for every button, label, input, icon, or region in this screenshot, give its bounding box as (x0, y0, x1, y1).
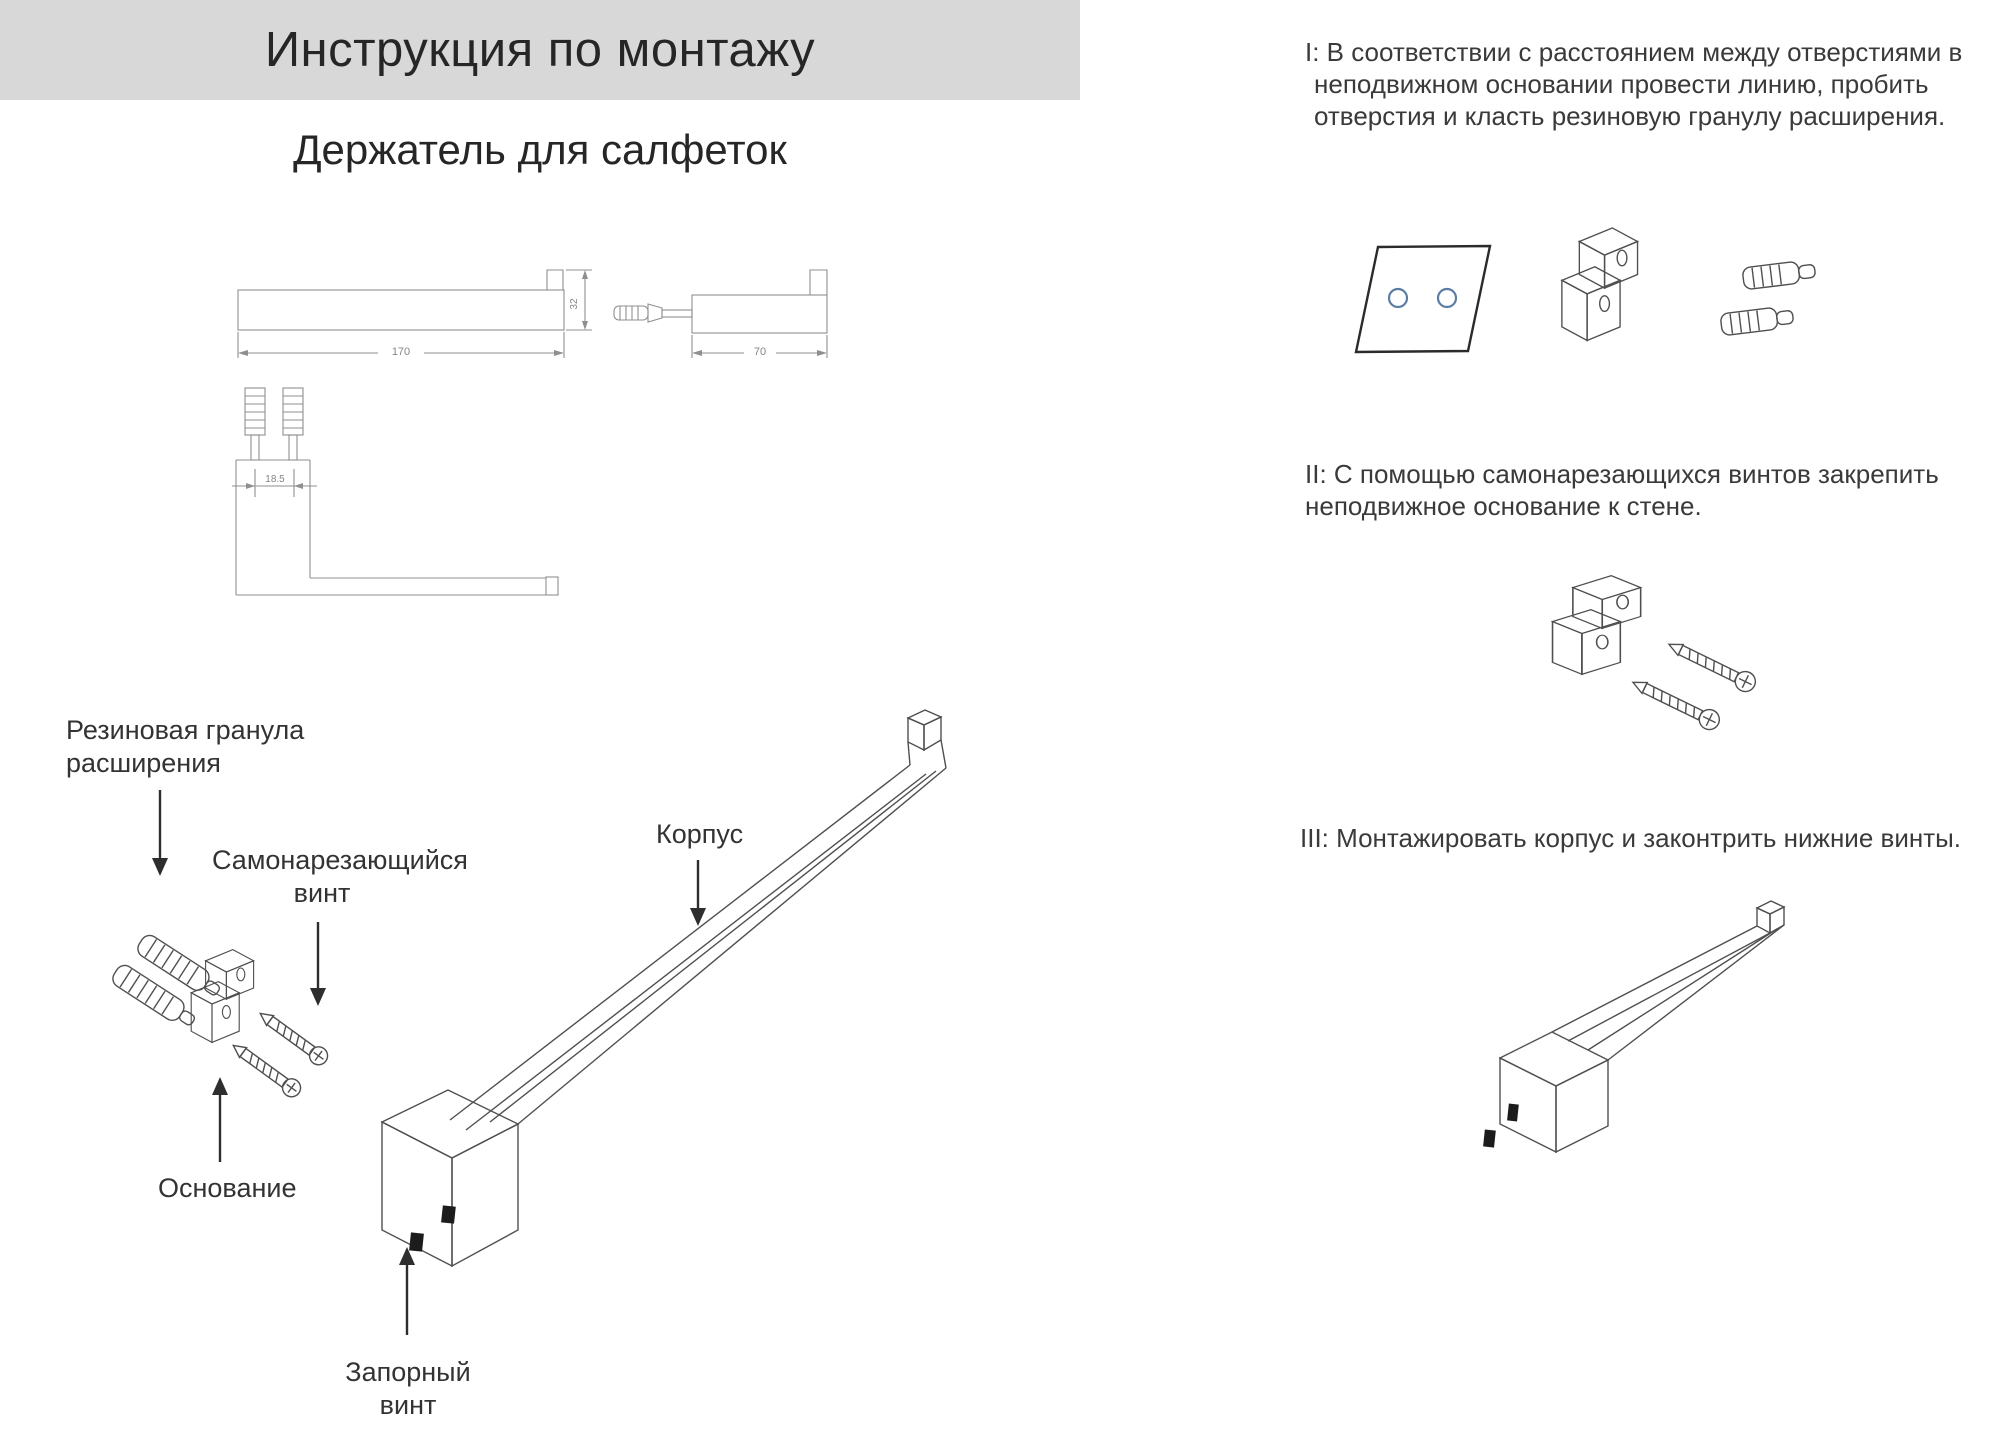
screw-icon (228, 1038, 304, 1100)
exploded-assembly-diagram (80, 690, 960, 1390)
wall-anchor-icon (283, 388, 303, 460)
set-screw-icon (409, 1232, 424, 1251)
label-body: Корпус (656, 819, 744, 849)
label-base: Основание (158, 1173, 297, 1203)
step-2-text: II: С помощью самонарезающихся винтов закрепить неподвижное основание к стене. (1305, 459, 1939, 521)
holder-body-drawing (382, 710, 946, 1266)
up-arrow-icon (212, 1077, 228, 1162)
label-set-screw: Запорный винт (345, 1357, 471, 1420)
down-arrow-icon (152, 790, 168, 876)
hole-spacing-dimension (232, 469, 317, 497)
front-view-diagram (220, 258, 620, 373)
wall-anchor-icon (1742, 259, 1816, 290)
marked-wall-plate (1356, 246, 1490, 352)
drill-hole-mark (1389, 289, 1407, 307)
dim-depth-label: 70 (753, 346, 767, 358)
product-subtitle: Держатель для салфеток (293, 126, 787, 173)
screw-icon (1665, 635, 1759, 695)
step-1-diagram (1330, 218, 1890, 393)
drill-hole-mark (1438, 289, 1456, 307)
set-screw-icon (1483, 1130, 1496, 1148)
set-screw-icon (441, 1205, 456, 1223)
set-screw-icon (1507, 1104, 1519, 1122)
holder-side-outline (692, 270, 827, 333)
step-3-text: III: Монтажировать корпус и законтрить нижние винты. (1300, 823, 1962, 853)
dim-width-label: 170 (391, 346, 411, 358)
holder-front-outline (238, 270, 564, 330)
screw-icon (1629, 673, 1723, 733)
up-arrow-icon (399, 1247, 415, 1335)
width-dimension (238, 332, 564, 358)
dim-height-label: 32 (569, 298, 580, 310)
down-arrow-icon (310, 922, 326, 1006)
base-block-drawing (191, 950, 253, 1043)
holder-body-drawing (1500, 901, 1784, 1152)
step-1-text: I: В соответствии с расстоянием между отверстиями в неподвижном основании провести линию, пробить отверстия и класть резиновую гранулу расширения. (1305, 37, 1963, 131)
height-dimension (566, 270, 592, 330)
wall-screw-icon (614, 304, 692, 322)
step-2-diagram (1520, 558, 1960, 763)
base-block-drawing (1553, 576, 1641, 675)
wall-anchor-icon (1720, 305, 1794, 336)
screw-icon (255, 1006, 331, 1068)
label-expansion-anchor: Резиновая гранула расширения (66, 715, 305, 778)
label-self-tapping-screw: Самонарезающийся винт (212, 845, 468, 908)
depth-dimension (692, 335, 827, 358)
base-block-drawing (1562, 228, 1638, 341)
dim-hole-spacing-label: 18.5 (265, 474, 285, 485)
page-title: Инструкция по монтажу (264, 23, 816, 77)
down-arrow-icon (690, 860, 706, 926)
side-view-diagram (600, 258, 860, 373)
wall-anchor-icon (245, 388, 265, 460)
wall-anchor-icon (109, 962, 199, 1031)
step-3-diagram (1440, 878, 1880, 1183)
title-banner (0, 0, 1080, 100)
top-view-diagram (218, 373, 588, 618)
